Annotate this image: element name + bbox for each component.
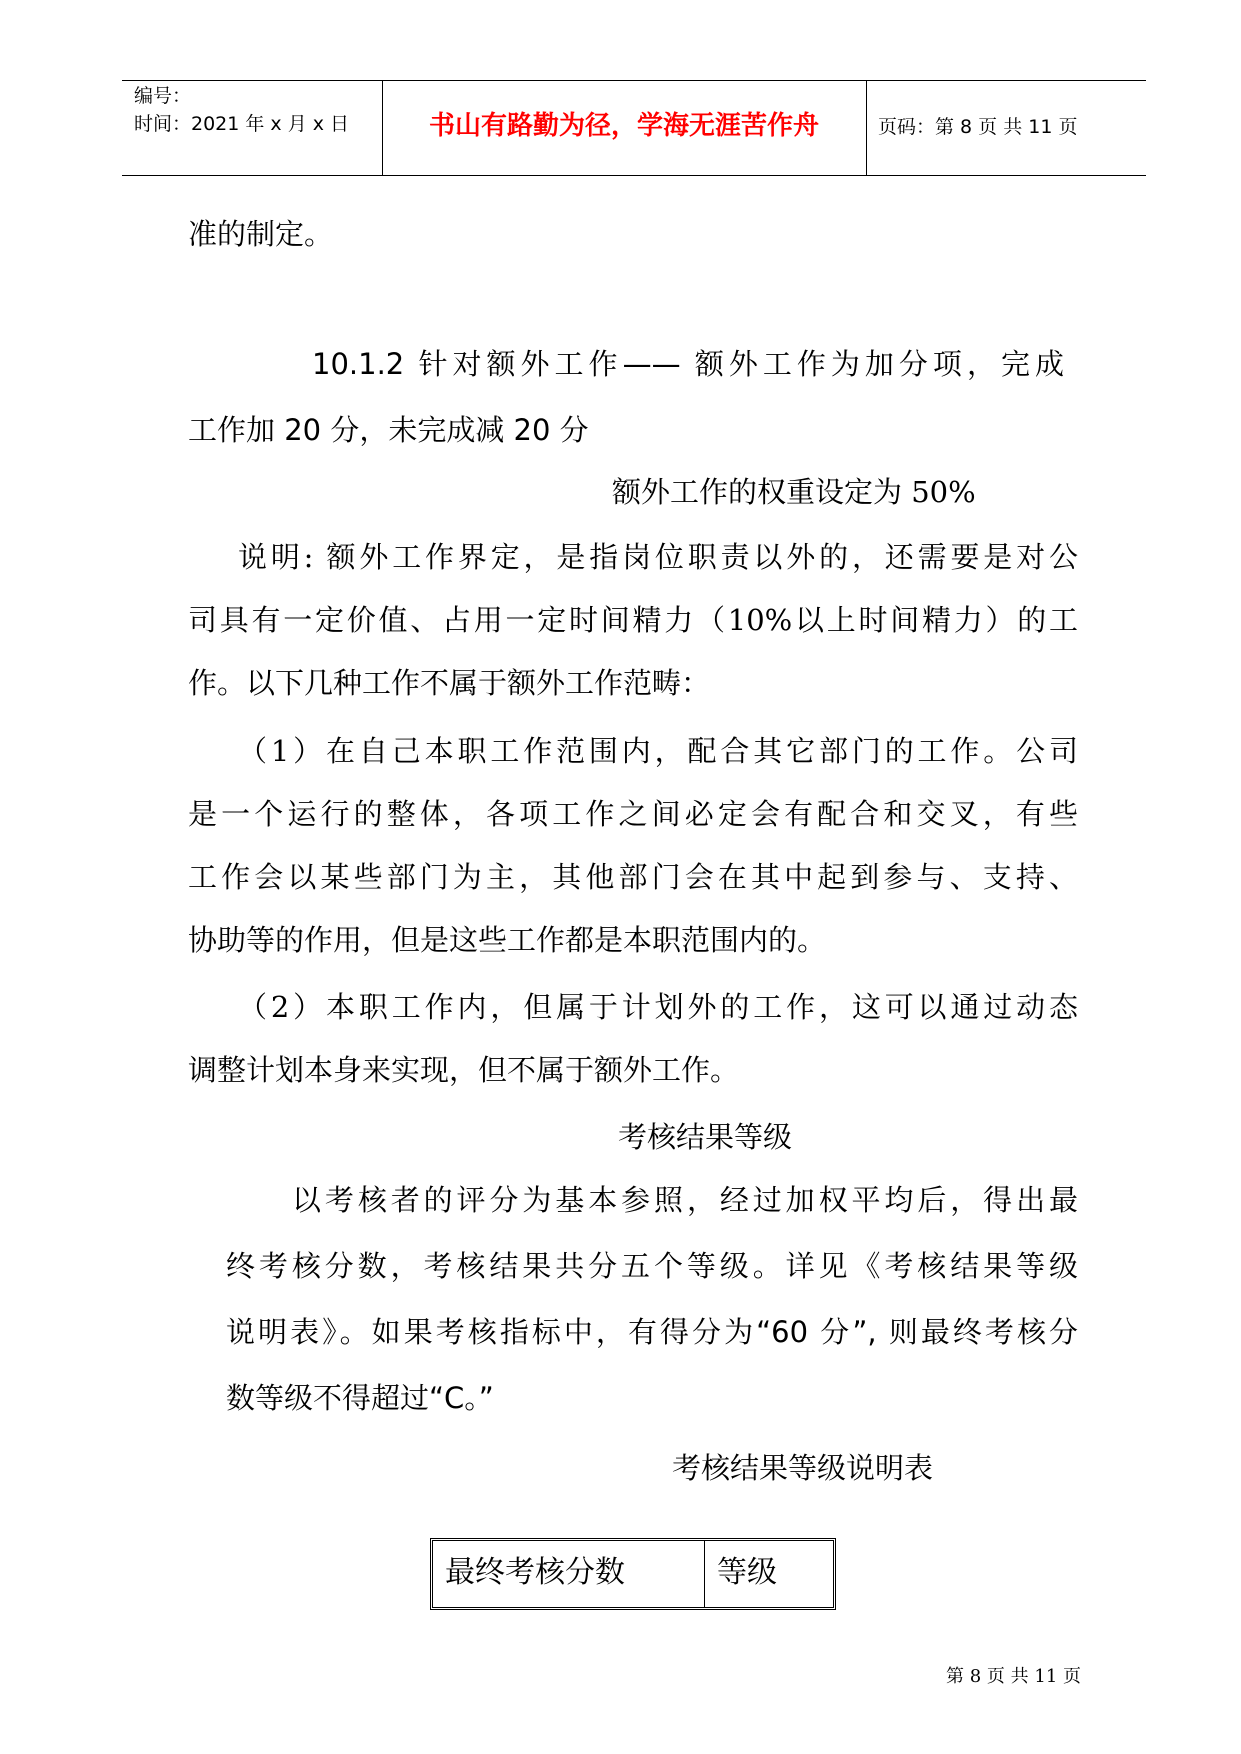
item2-line1: （2）本职工作内，但属于计划外的工作，这可以通过动态 xyxy=(238,990,1078,1024)
result-line3: 说明表》。如果考核指标中，有得分为“60 分”, 则最终考核分 xyxy=(226,1315,1078,1349)
item2-line2: 调整计划本身来实现，但不属于额外工作。 xyxy=(188,1053,740,1087)
result-line4: 数等级不得超过“C。” xyxy=(226,1381,494,1415)
header-bottom-rule xyxy=(122,175,1146,176)
weight-note: 额外工作的权重设定为 50% xyxy=(612,475,976,509)
header-motto: 书山有路勤为径，学海无涯苦作舟 xyxy=(428,111,819,141)
item1-line2: 是一个运行的整体，各项工作之间必定会有配合和交叉，有些 xyxy=(188,797,1078,831)
page-footer: 第 8 页 共 11 页 xyxy=(946,1666,1081,1687)
item1-line4: 协助等的作用，但是这些工作都是本职范围内的。 xyxy=(188,923,827,957)
grade-table xyxy=(430,1538,836,1610)
header-time-label: 时间：2021 年 x 月 x 日 xyxy=(134,113,350,135)
explain-line3: 作。以下几种工作不属于额外工作范畴： xyxy=(188,666,711,700)
header-number-label: 编号： xyxy=(134,85,192,107)
section-heading-line1: 10.1.2 针对额外工作—— 额外工作为加分项，完成 xyxy=(312,347,1064,381)
header-top-rule xyxy=(122,80,1146,81)
explain-line2: 司具有一定价值、占用一定时间精力（10%以上时间精力）的工 xyxy=(188,603,1078,637)
result-heading: 考核结果等级 xyxy=(618,1120,793,1154)
item1-line3: 工作会以某些部门为主，其他部门会在其中起到参与、支持、 xyxy=(188,860,1078,894)
table-header-grade: 等级 xyxy=(717,1555,777,1590)
explain-line1: 说明: 额外工作界定，是指岗位职责以外的，还需要是对公 xyxy=(238,540,1078,574)
item1-line1: （1）在自己本职工作范围内，配合其它部门的工作。公司 xyxy=(238,734,1078,768)
continuation-text: 准的制定。 xyxy=(188,217,334,251)
header-page-info: 页码：第 8 页 共 11 页 xyxy=(878,116,1078,138)
header-divider-right xyxy=(866,81,867,175)
table-title: 考核结果等级说明表 xyxy=(672,1451,934,1485)
table-header-score: 最终考核分数 xyxy=(433,1541,705,1607)
result-line2: 终考核分数，考核结果共分五个等级。详见《考核结果等级 xyxy=(226,1249,1078,1283)
result-line1: 以考核者的评分为基本参照，经过加权平均后，得出最 xyxy=(292,1183,1078,1217)
section-heading-line2: 工作加 20 分，未完成减 20 分 xyxy=(188,413,589,447)
